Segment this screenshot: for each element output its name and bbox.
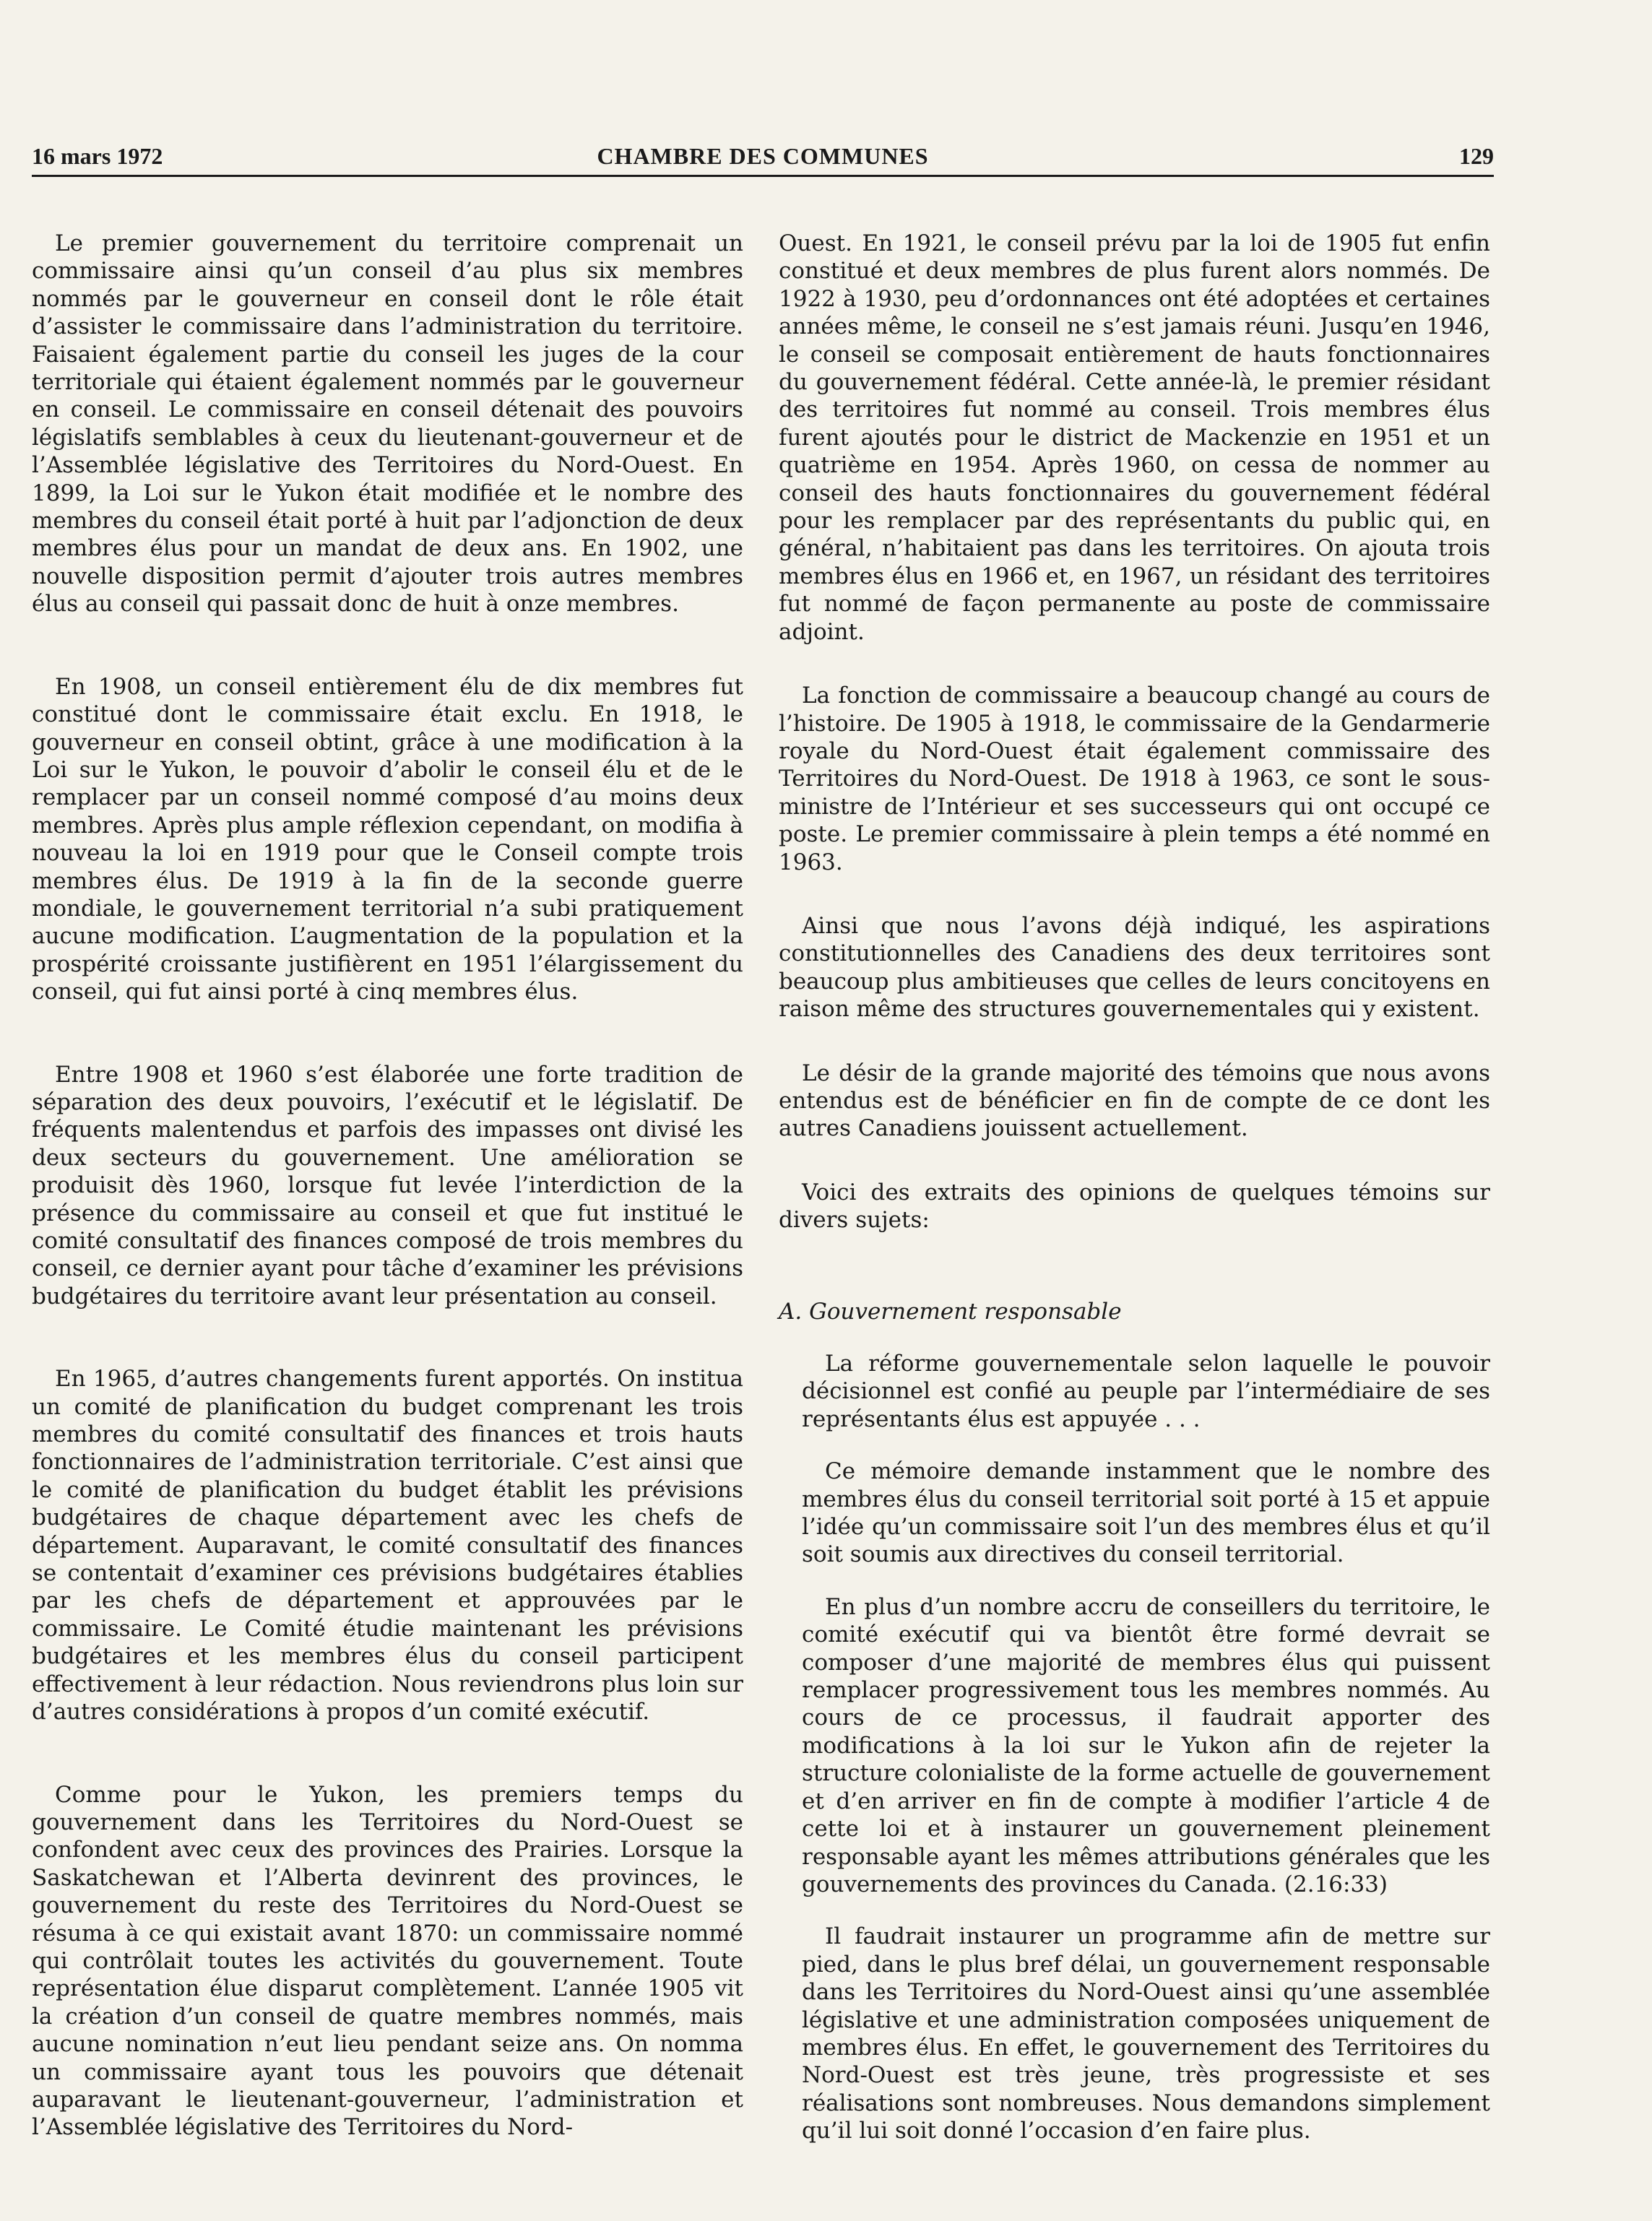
quote-paragraph: En plus d’un nombre accru de conseillers du territoire, le comité exécutif qui va bientôt être formé devrait se composer d’une majorité de membres élus qui puissent remplacer progressivement tous les membres nommés. Au cours de ce processus, il faudrait apporter des modifications à la loi sur le Yukon afin de rejeter la structure colonialiste de la forme actuelle de gouvernement et d’en arriver en fin de compte à modifier l’article 4 de cette loi et à instaurer un gouvernement pleinement responsable ayant les mêmes attributions générales que les gouvernements des provinces du Canada. (2.16:33) (802, 1593, 1490, 1897)
paragraph: Comme pour le Yukon, les premiers temps du gouvernement dans les Territoires du Nord-Ouest se confondent avec ceux des provinces des Prairies. Lorsque la Saskatchewan et l’Alberta devinrent des provinces, le gouvernement du reste des Territoires du Nord-Ouest se résuma à ce qui existait avant 1870: un commissaire nommé qui contrôlait toutes les activités du gouvernement. Toute représentation élue disparut complètement. L’année 1905 vit la création d’un conseil de quatre membres nommés, mais aucune nomination n’eut lieu pendant seize ans. On nomma un commissaire ayant tous les pouvoirs que détenait auparavant le lieutenant-gouverneur, l’administration et l’Assemblée législative des Territoires du Nord- (32, 1781, 743, 2141)
header-date: 16 mars 1972 (32, 143, 163, 169)
header-title: CHAMBRE DES COMMUNES (597, 143, 929, 169)
paragraph: En 1965, d’autres changements furent apportés. On institua un comité de planification du budget comprenant les trois membres du comité consultatif des finances et trois hauts fonctionnaires de l’administration territoriale. C’est ainsi que le comité de planification du budget établit les prévisions budgétaires de chaque département avec les chefs de département. Auparavant, le comité consultatif des finances se contentait d’examiner ces prévisions budgétaires établies par les chefs de département et approuvées par le commissaire. Le Comité étudie maintenant les prévisions budgétaires et les membres élus du conseil participent effectivement à leur rédaction. Nous reviendrons plus loin sur d’autres considérations à propos d’un comité exécutif. (32, 1366, 743, 1726)
paragraph: Le premier gouvernement du territoire comprenait un commissaire ainsi qu’un conseil d’au plus six membres nommés par le gouverneur en conseil dont le rôle était d’assister le commissaire dans l’administration du territoire. Faisaient également partie du conseil les juges de la cour territoriale qui étaient également nommés par le gouverneur en conseil. Le commissaire en conseil détenait des pouvoirs législatifs semblables à ceux du lieutenant-gouverneur et de l’Assemblée législative des Territoires du Nord-Ouest. En 1899, la Loi sur le Yukon était modifiée et le nombre des membres du conseil était porté à huit par l’adjonction de deux membres élus pour un mandat de deux ans. En 1902, une nouvelle disposition permit d’ajouter trois autres membres élus au conseil qui passait donc de huit à onze membres. (32, 230, 743, 618)
left-column (32, 230, 743, 2142)
paragraph: Le désir de la grande majorité des témoins que nous avons entendus est de bénéficier en fin de compte de ce dont les autres Canadiens jouissent actuellement. (779, 1060, 1490, 1142)
paragraph: Entre 1908 et 1960 s’est élaborée une forte tradition de séparation des deux pouvoirs, l’exécutif et le législatif. De fréquents malentendus et parfois des impasses ont divisé les deux secteurs du gouvernement. Une amélioration se produisit dès 1960, lorsque fut levée l’interdiction de la présence du commissaire au conseil et que fut institué le comité consultatif des finances composé de trois membres du conseil, ce dernier ayant pour tâche d’examiner les prévisions budgétaires du territoire avant leur présentation au conseil. (32, 1061, 743, 1309)
quote-paragraph: Ce mémoire demande instamment que le nombre des membres élus du conseil territorial soit porté à 15 et appuie l’idée qu’un commissaire soit l’un des membres élus et qu’il soit soumis aux directives du conseil territorial. (802, 1458, 1490, 1568)
section-heading: A. Gouvernement responsable (779, 1298, 1122, 1325)
paragraph: La fonction de commissaire a beaucoup changé au cours de l’histoire. De 1905 à 1918, le commissaire de la Gendarmerie royale du Nord-Ouest était également commissaire des Territoires du Nord-Ouest. De 1918 à 1963, ce sont le sous-ministre de l’Intérieur et ses successeurs qui ont occupé ce poste. Le premier commissaire à plein temps a été nommé en 1963. (779, 683, 1490, 875)
page-number: 129 (1459, 143, 1494, 169)
paragraph: Ouest. En 1921, le conseil prévu par la loi de 1905 fut enfin constitué et deux membres de plus furent alors nommés. De 1922 à 1930, peu d’ordonnances ont été adoptées et certaines années même, le conseil ne s’est jamais réuni. Jusqu’en 1946, le conseil se composait entièrement de hauts fonctionnaires du gouvernement fédéral. Cette année-là, le premier résidant des territoires fut nommé au conseil. Trois membres élus furent ajoutés pour le district de Mackenzie en 1951 et un quatrième en 1954. Après 1960, on cessa de nommer au conseil des hauts fonctionnaires du gouvernement fédéral pour les remplacer par des représentants du public qui, en général, n’habitaient pas dans les territoires. On ajouta trois membres élus en 1966 et, en 1967, un résidant des territoires fut nommé de façon permanente au poste de commissaire adjoint. (779, 230, 1490, 645)
paragraph: En 1908, un conseil entièrement élu de dix membres fut constitué dont le commissaire était exclu. En 1918, le gouverneur en conseil obtint, grâce à une modification à la Loi sur le Yukon, le pouvoir d’abolir le conseil élu et de le remplacer par un conseil nommé composé d’au moins deux membres. Après plus ample réflexion cependant, on modifia à nouveau la loi en 1919 pour que le Conseil compte trois membres élus. De 1919 à la fin de la seconde guerre mondiale, le gouvernement territorial n’a subi pratiquement aucune modification. L’augmentation de la population et la prospérité croissante justifièrent en 1951 l’élargissement du conseil, qui fut ainsi porté à cinq membres élus. (32, 673, 743, 1005)
quote-paragraph: La réforme gouvernementale selon laquelle le pouvoir décisionnel est confié au peuple par l’intermédiaire de ses représentants élus est appuyée . . . (802, 1351, 1490, 1432)
quote-paragraph: Il faudrait instaurer un programme afin de mettre sur pied, dans le plus bref délai, un gouvernement responsable dans les Territoires du Nord-Ouest ainsi qu’une assemblée législative et une administration composées uniquement de membres élus. En effet, le gouvernement des Territoires du Nord-Ouest est très jeune, très progressiste et ses réalisations sont nombreuses. Nous demandons simplement qu’il lui soit donné l’occasion d’en faire plus. (802, 1923, 1490, 2144)
paragraph: Ainsi que nous l’avons déjà indiqué, les aspirations constitutionnelles des Canadiens des deux territoires sont beaucoup plus ambitieuses que celles de leurs concitoyens en raison même des structures gouvernementales qui y existent. (779, 912, 1490, 1023)
page-header (32, 142, 1494, 177)
right-column (779, 230, 1490, 2145)
paragraph: Voici des extraits des opinions de quelques témoins sur divers sujets: (779, 1179, 1490, 1234)
